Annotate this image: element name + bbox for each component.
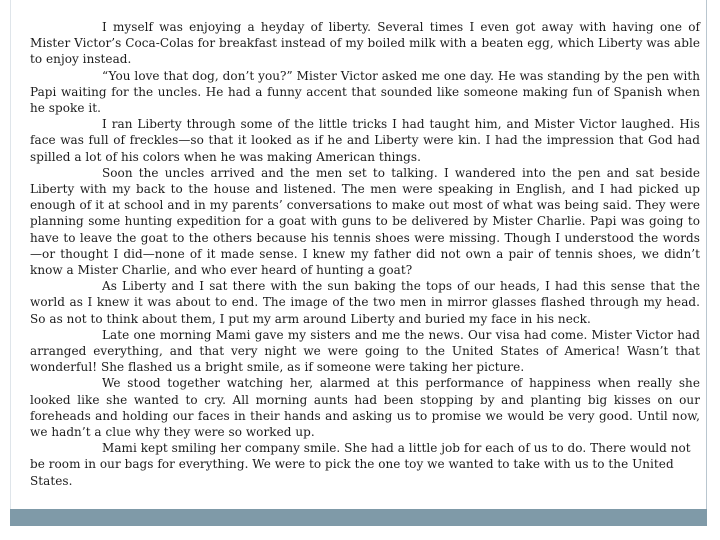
paragraph-7: We stood together watching her, alarmed at this performance of happiness when really she looked like she wanted to cry. All morning aunts had been stopping by and planting big kisses on our foreheads and holding our faces in their hands and asking us to promise we would be very good. Until now, we hadn’t a clue why they were so worked up.: [30, 376, 700, 440]
paragraph-8: Mami kept smiling her company smile. She had a little job for each of us to do. There would not be room in our bags for everything. We were to pick the one toy we wanted to take with us to the United States.: [30, 441, 691, 488]
paragraph-6: Late one morning Mami gave my sisters and me the news. Our visa had come. Mister Victor had arranged everything, and that very night we were going to the United States of America! Wasn’t that wonderful! She flashed us a bright smile, as if someone were taking her picture.: [30, 327, 700, 375]
paragraph-5: As Liberty and I sat there with the sun baking the tops of our heads, I had this sense that the world as I knew it was about to end. The image of the two men in mirror glasses flashed through my head. So as not to think about them, I put my arm around Liberty and buried my face in his neck.: [30, 279, 700, 326]
paragraph-2: “You love that dog, don’t you?” Mister Victor asked me one day. He was standing by the pen with Papi waiting for the uncles. He had a funny accent that sounded like someone making fun of Spanish when he spoke it.: [30, 68, 700, 116]
bottom-band: [10, 509, 707, 526]
paragraph-1: I myself was enjoying a heyday of liberty. Several times I even got away with having one of Mister Victor’s Coca-Colas for breakfast instead of my boiled milk with a beaten egg, which Liberty was able to enjoy instead.: [30, 20, 700, 67]
text-body: [30, 19, 700, 489]
paragraph-4: Soon the uncles arrived and the men set to talking. I wandered into the pen and sat beside Liberty with my back to the house and listened. The men were speaking in English, and I had picked up enough of it at school and in my parents’ conversations to make out most of what was being said. They were planning some hunting expedition for a goat with guns to be delivered by Mister Charlie. Papi was going to have to leave the goat to the others because his tennis shoes were missing. Though I understood the words —or thought I did—none of it made sense. I knew my father did not own a pair of tennis shoes, we didn’t know a Mister Charlie, and who ever heard of hunting a goat?: [30, 165, 700, 278]
paragraph-3: I ran Liberty through some of the little tricks I had taught him, and Mister Victor laughed. His face was full of freckles—so that it looked as if he and Liberty were kin. I had the impression that God had spilled a lot of his colors when he was making American things.: [30, 117, 700, 164]
